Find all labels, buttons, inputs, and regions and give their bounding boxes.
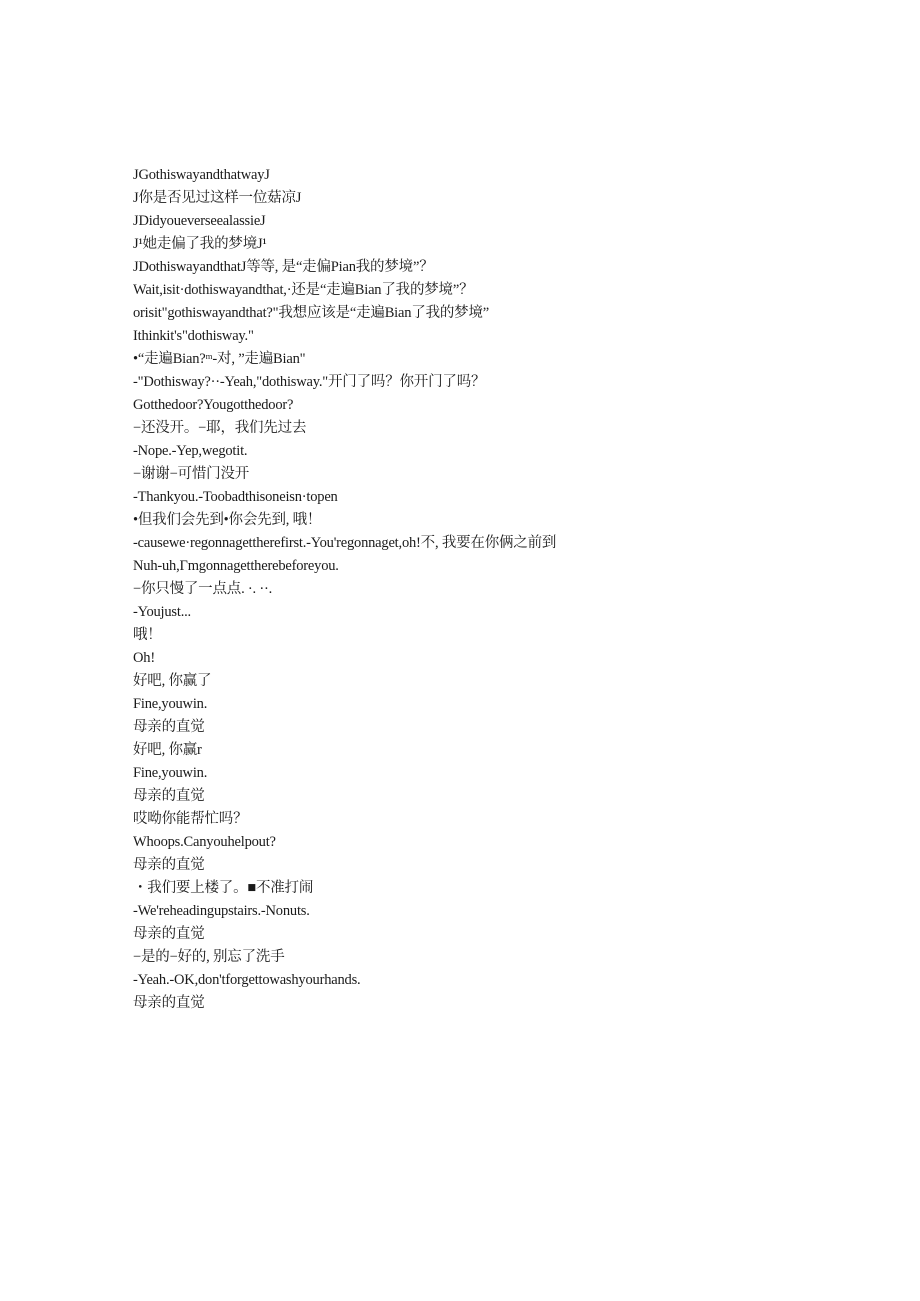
text-line: Fine,youwin. <box>133 696 208 712</box>
text-line: JGothiswayandthatwayJ <box>133 167 270 183</box>
text-line: Gotthedoor?Yougotthedoor? <box>133 397 294 413</box>
text-line: Nuh-uh,Γmgonnagettherebeforeyou. <box>133 558 339 574</box>
document-body <box>133 164 573 1015</box>
text-line: 好吧, 你赢r <box>133 742 202 758</box>
text-line: -Yeah.-OK,don'tforgettowashyourhands. <box>133 972 361 988</box>
text-line: •但我们会先到•你会先到, 哦！ <box>133 512 322 528</box>
text-line: JDidyoueverseealassieJ <box>133 213 266 229</box>
text-line: 母亲的直觉 <box>133 788 205 804</box>
text-line: 母亲的直觉 <box>133 995 205 1011</box>
text-line: Whoops.Canyouhelpout? <box>133 834 276 850</box>
text-line: 好吧, 你赢了 <box>133 673 212 689</box>
text-line: Ithinkit's"dothisway." <box>133 328 254 344</box>
text-line: -Thankyou.-Toobadthisoneisn·topen <box>133 489 338 505</box>
text-line: Oh! <box>133 650 155 666</box>
text-line: 母亲的直觉 <box>133 857 205 873</box>
text-line: -causewe·regonnagettherefirst.-You'regonnaget,oh!不, 我要在你俩之前到 <box>133 535 557 551</box>
text-line: ・我们要上楼了。■不准打闹 <box>133 880 314 896</box>
text-line: -We'reheadingupstairs.-Nonuts. <box>133 903 310 919</box>
text-line: J你是否见过这样一位菇凉J <box>133 190 302 206</box>
text-line: 母亲的直觉 <box>133 926 205 942</box>
text-line: •“走遍Bian?ᵐ-对, ”走遍Bian" <box>133 351 306 367</box>
text-line: 哎呦你能帮忙吗？ <box>133 811 248 827</box>
text-line: JDothiswayandthatJ等等, 是“走偏Pian我的梦境”？ <box>133 259 434 275</box>
text-line: orisit"gothiswayandthat?"我想应该是“走遍Bian了我的梦境” <box>133 305 490 321</box>
text-line: 母亲的直觉 <box>133 719 205 735</box>
text-line: −是的−好的, 别忘了洗手 <box>133 949 285 965</box>
text-line: -"Dothisway?··-Yeah,"dothisway."开门了吗？你开门了吗？ <box>133 374 486 390</box>
text-line: 哦！ <box>133 627 162 643</box>
text-line: J¹她走偏了我的梦境J¹ <box>133 236 267 252</box>
text-line: Wait,isit·dothiswayandthat,·还是“走遍Bian了我的梦境”？ <box>133 282 474 298</box>
text-line: −你只慢了一点点. ·. ··. <box>133 581 273 597</box>
text-line: Fine,youwin. <box>133 765 208 781</box>
text-line: -Youjust... <box>133 604 191 620</box>
text-line: −谢谢−可惜门没开 <box>133 466 250 482</box>
text-line: -Nope.-Yep,wegotit. <box>133 443 248 459</box>
text-line: −还没开。−耶，我们先过去 <box>133 420 307 436</box>
